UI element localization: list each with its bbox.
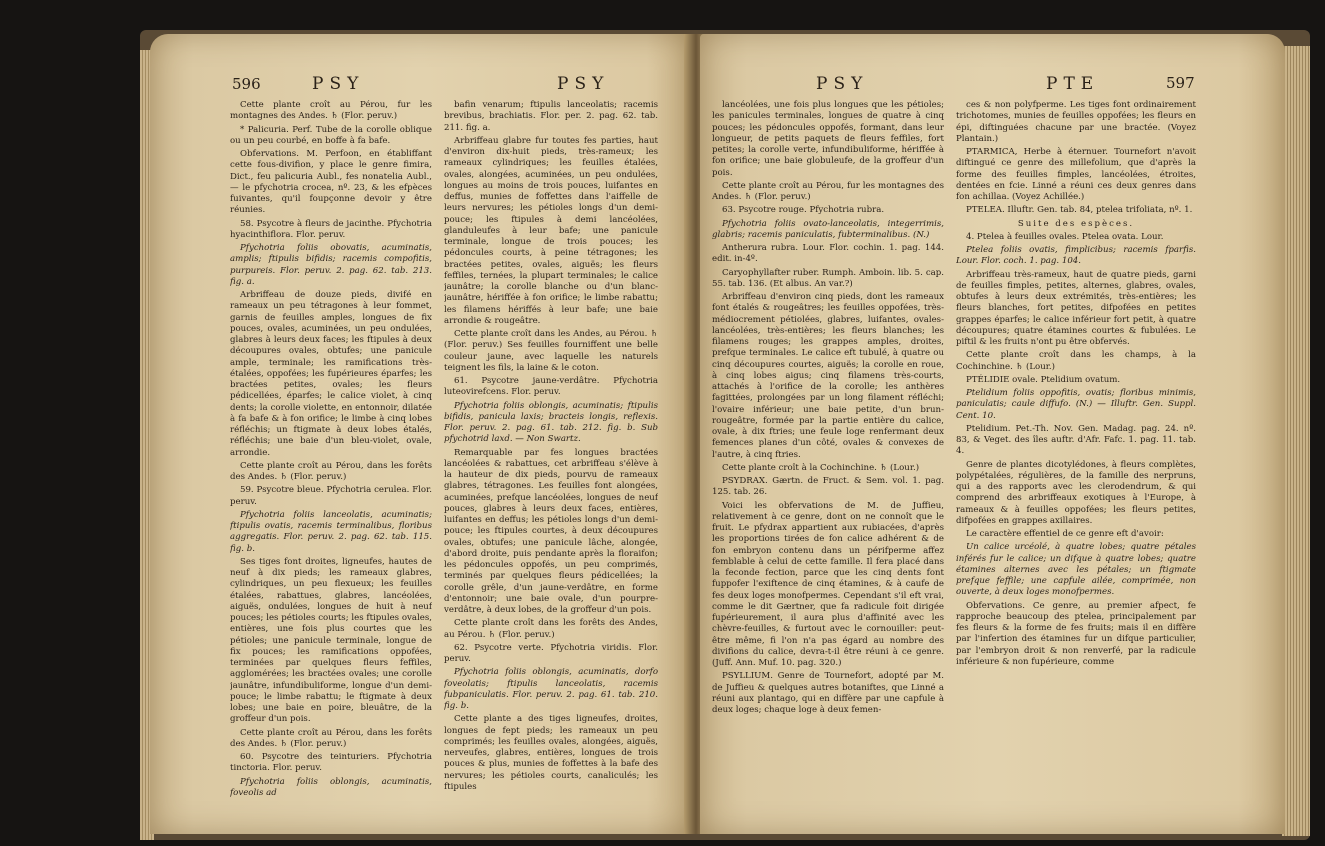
running-head: PSY: [816, 74, 869, 94]
paragraph: Cette plante croît au Pérou, fur les montagnes des Andes. ♄ (Flor. peruv.): [712, 180, 944, 202]
paragraph: Un calice urcéolé, à quatre lobes; quatre pétales inférés fur le calice; un difque à quatre lobes; quatre étamines alternes avec les pétales; un ftigmate prefque feffile; une capfule ailée, comprimée, non ouverte, à deux loges monofpermes.: [956, 542, 1196, 598]
paragraph: Cette plante a des tiges ligneufes, droites, longues de fept pieds; les rameaux un peu comprimés; les feuilles ovales, alongées, aiguës, nerveufes, glabres, entières, longues de trois pouces & plus, munies de foffettes à la bafe des nervures; les pétioles courts, canaliculés; les ftipules: [444, 714, 658, 792]
paragraph: lancéolées, une fois plus longues que les pétioles; les panicules terminales, longues de quatre à cinq pouces; les pédoncules oppofés, formant, dans leur longueur, de petits paquets de fleurs feffiles, fort petites; la corolle verte, infundibuliforme, hériffée à fon orifice; une baie globuleufe, de la groffeur d'un pois.: [712, 100, 944, 178]
text-column: [956, 100, 1196, 834]
paragraph: bafin venarum; ftipulis lanceolatis; racemis brevibus, brachiatis. Flor. per. 2. pag. 62. tab. 211. fig. a.: [444, 100, 658, 133]
paragraph: Antherura rubra. Lour. Flor. cochin. 1. pag. 144. edit. in-4º.: [712, 243, 944, 265]
paragraph: Cette plante croît au Pérou, dans les forêts des Andes. ♄ (Flor. peruv.): [230, 727, 432, 749]
paragraph: Pfychotria foliis oblongis, acuminatis, dorfo foveolatis; ftipulis lanceolatis, racemis fubpaniculatis. Flor. peruv. 2. pag. 61. tab. 210. fig. b.: [444, 667, 658, 711]
paragraph: Ses tiges font droites, ligneufes, hautes de neuf à dix pieds; les rameaux glabres, cylindriques, un peu flexueux; les feuilles étalées, rabattues, glabres, lancéolées, aiguës, ondulées, longues de huit à neuf pouces; les pétioles courts; les ftipules ovales, entières, une fois plus courtes que les pétioles; une panicule terminale, longue de fix pouces; les ramifications oppofées, terminées par quelques fleurs feffiles, agglomérées; les bractées ovales; une corolle jaunâtre, infundibuliforme, longue d'un demi-pouce; le limbe rabattu; le ftigmate à deux lobes; une baie en poire, bleuâtre, de la groffeur d'un pois.: [230, 556, 432, 725]
paragraph: Pfychotria foliis lanceolatis, acuminatis; ftipulis ovatis, racemis terminalibus, floribus aggregatis. Flor. peruv. 2. pag. 62. tab. 115. fig. b.: [230, 509, 432, 554]
paragraph: Cette plante croît au Pérou, dans les forêts des Andes. ♄ (Flor. peruv.): [230, 460, 432, 482]
page-number: 596: [232, 75, 261, 93]
paragraph: PTELEA. Illuftr. Gen. tab. 84, ptelea trifoliata, nº. 1.: [966, 205, 1193, 216]
paragraph: Arbriffeau très-rameux, haut de quatre pieds, garni de feuilles fimples, petites, alternes, glabres, ovales, obtufes à leurs deux extrémités, très-entières; les fleurs blanches, fort petites, difpofées en petites grappes éparfes; le calice inférieur fort petit, à quatre découpures; quatre étamines courtes & fubulées. Le piftil & les fruits n'ont pu être obfervés.: [956, 269, 1196, 347]
paragraph: Remarquable par fes longues bractées lancéolées & rabattues, cet arbriffeau s'élève à la hauteur de dix pieds, pourvu de rameaux glabres, tétragones. Les feuilles font alongées, acuminées, prefque lancéolées, longues de neuf pouces, glabres à leurs deux faces, entières, luifantes en deffus; les pétioles longs d'un demi-pouce; les ftipules courtes, à deux découpures ovales, obtufes; une panicule lâche, alongée, d'abord droite, puis pendante après la floraifon; les pédoncules oppofés, un peu comprimés, terminés par quelques fleurs pédicellées; la corolle grêle, d'un jaune-verdâtre, en forme d'entonnoir; une baie ovale, d'un pourpre-verdâtre, à deux lobes, de la groffeur d'un pois.: [444, 447, 658, 615]
paragraph: * Palicuria. Perf. Tube de la corolle oblique ou un peu courbé, en boffe à fa bafe.: [230, 124, 432, 146]
paragraph: Pfychotria foliis ovato-lanceolatis, integerrimis, glabris; racemis paniculatis, fubterminalibus. (N.): [712, 218, 944, 240]
paragraph: 63. Psycotre rouge. Pfychotria rubra.: [722, 205, 885, 216]
paragraph: Pfychotria foliis oblongis, acuminatis; ftipulis bifidis, panicula laxis; bracteis longis, reflexis. Flor. peruv. 2. pag. 61. tab. 212. fig. b. Sub pfychotrid laxd. — Non Swartz.: [444, 400, 658, 445]
paragraph: 61. Psycotre jaune-verdâtre. Pfychotria luteovirefcens. Flor. peruv.: [444, 376, 658, 398]
right-page-header: [718, 74, 1218, 100]
paragraph: 4. Ptelea à feuilles ovales. Ptelea ovata. Lour.: [966, 231, 1164, 242]
paragraph: Cette plante croît dans les forêts des Andes, au Pérou. ♄ (Flor. peruv.): [444, 618, 658, 640]
paragraph: Cette plante croît au Pérou, fur les montagnes des Andes. ♄ (Flor. peruv.): [230, 100, 432, 122]
paragraph: Pfychotria foliis obovatis, acuminatis, amplis; ftipulis bifidis; racemis compofitis, purpureis. Flor. peruv. 2. pag. 62. tab. 213. fig. a.: [230, 243, 432, 287]
paragraph: Cette plante croît dans les champs, à la Cochinchine. ♄ (Lour.): [956, 350, 1196, 372]
paragraph: Le caractère effentiel de ce genre eft d'avoir:: [966, 529, 1164, 539]
paragraph: Arbriffeau glabre fur toutes fes parties, haut d'environ dix-huit pieds, très-rameux; les rameaux cylindriques; les feuilles étalées, ovales, alongées, acuminées, un peu ondulées, longues au moins de trois pouces, luifantes en deffus, munies de foffettes dans l'aiffelle de leurs nervures; les pétioles longs d'un demi-pouce; les ftipules à demi lancéolées, glanduleufes à leur bafe; une panicule terminale, longue de trois pouces; les pédoncules courts, à peine tétragones; les bractées petites, ovales, aiguës; les fleurs feffiles, ternées, la plupart terminales; le calice jaunâtre; la corolle blanche ou d'un blanc-jaunâtre, hériffée à fon orifice; le limbe rabattu; les filamens hériffés à leur bafe; une baie arrondie & rougeâtre.: [444, 135, 658, 326]
paragraph: Obfervations. Ce genre, au premier afpect, fe rapproche beaucoup des ptelea, principalement par fes fleurs & la forme de fes fruits; mais il en diffère par l'infertion des étamines fur un difque particulier, par l'embryon droit & non renverfé, par la radicule inférieure & non fupérieure, comme: [956, 600, 1196, 667]
text-column: [444, 100, 658, 834]
paragraph: Genre de plantes dicotylédones, à fleurs complètes, polypétalées, régulières, de la famille des nerpruns, qui a des rapports avec les clerodendrum, & qui comprend des arbriffeaux exotiques à l'Europe, à rameaux & à feuilles oppofées; les fleurs petites, difpofées en grappes axillaires.: [956, 459, 1196, 526]
right-page: [700, 34, 1285, 834]
paragraph: 62. Psycotre verte. Pfychotria viridis. Flor. peruv.: [444, 642, 658, 664]
paragraph: 60. Psycotre des teinturiers. Pfychotria tinctoria. Flor. peruv.: [230, 752, 432, 774]
paragraph: Ptelidium. Pet.-Th. Nov. Gen. Madag. pag. 24. nº. 83, & Veget. des îles auftr. d'Afr. Fafc. 1. pag. 11. tab. 4.: [956, 423, 1196, 457]
paragraph: ces & non polyfperme. Les tiges font ordinairement trichotomes, munies de feuilles oppofées; les fleurs en épi, diftinguées chacune par une bractée. (Voyez Plantain.): [956, 100, 1196, 144]
running-head: PTE: [1046, 74, 1100, 94]
paragraph: Arbriffeau d'environ cinq pieds, dont les rameaux font étalés & rougeâtres; les feuilles oppofées, très-médiocrement pétiolées, glabres, luifantes, ovales-lancéolées, très-entières; les fleurs blanches; les filamens rouges; les grappes amples, droites, prefque terminales. Le calice eft tubulé, à quatre ou cinq découpures courtes, aiguës; la corolle en roue, à cinq lobes aigus; cinq filamens très-courts, attachés à l'orifice de la corolle; les anthères fagittées, prolongées par un long filament réfléchi; l'ovaire inférieur; une baie petite, d'un brun-rougeâtre, formée par la partie entière du calice, ovale, à dix ftries; une feule loge renfermant deux femences planes d'un côté, ovales & convexes de l'autre, à cinq ftries.: [712, 292, 944, 460]
paragraph: PTÉLIDIE ovale. Ptelidium ovatum.: [966, 374, 1121, 385]
paragraph: Cette plante croît dans les Andes, au Pérou. ♄ (Flor. peruv.) Ses feuilles fourniffent une belle couleur jaune, avec laquelle les naturels teignent les fils, la laine & le coton.: [444, 329, 658, 373]
running-head: PSY: [557, 74, 610, 94]
page-number: 597: [1166, 74, 1195, 92]
paragraph: Caryophyllafter ruber. Rumph. Amboin. lib. 5. cap. 55. tab. 136. (Et albus. An var.?): [712, 267, 944, 289]
text-column: [712, 100, 944, 834]
paragraph: PTARMICA, Herbe à éternuer. Tournefort n'avoit diftingué ce genre des millefolium, que d'après la forme des feuilles fimples, lancéolées, étroites, dentées en fcie. Linné a réuni ces deux genres dans fon achillaa. (Voyez Achillée.): [956, 147, 1196, 202]
running-head: PSY: [312, 74, 365, 94]
text-column: [230, 100, 432, 834]
paragraph: PSYLLIUM. Genre de Tournefort, adopté par M. de Juffieu & quelques autres botaniftes, que Linné a réuni aux plantago, qui en diffère par une capfule à deux loges; chaque loge à deux femen-: [712, 671, 944, 715]
paragraph: Ptelidium foliis oppofitis, ovatis; floribus minimis, paniculatis; caule diffufo. (N.) — Illuftr. Gen. Suppl. Cent. 10.: [956, 388, 1196, 421]
left-page: [150, 34, 690, 834]
paragraph: Pfychotria foliis oblongis, acuminatis, foveolis ad: [230, 776, 432, 798]
page-edges-right: [1282, 46, 1310, 836]
left-page-header: [232, 74, 652, 100]
paragraph: Voici les obfervations de M. de Juffieu, relativement à ce genre, dont on ne connoît que le fruit. Le pfydrax appartient aux rubiacées, d'après les proportions tirées de fon calice adhérent & de fon embryon contenu dans un périfperme affez femblable à celui de cette famille. Il fera placé dans la feconde fection, parce que les cinq dents font fuppofer l'exiftence de cinq étamines, & à caufe de fes deux loges monofpermes. Cependant s'il eft vrai, comme le dit Gærtner, que fa radicule foit dirigée fupérieurement, il aura plus d'affinité avec les chèvre-feuilles, & furtout avec le cornouiller: peut-être même, fi l'on n'a pas égard au nombre des divifions du calice, devra-t-il être réuni à ce genre. (Juff. Ann. Muf. 10. pag. 320.): [712, 500, 944, 668]
paragraph: Cette plante croît à la Cochinchine. ♄ (Lour.): [722, 462, 920, 473]
paragraph: Ptelea foliis ovatis, fimplicibus; racemis fparfis. Lour. Flor. coch. 1. pag. 104.: [956, 245, 1196, 267]
paragraph: 58. Psycotre à fleurs de jacinthe. Pfychotria hyacinthiflora. Flor. peruv.: [230, 218, 432, 240]
paragraph: 59. Psycotre bleue. Pfychotria cerulea. Flor. peruv.: [230, 485, 432, 507]
paragraph: Obfervations. M. Perfoon, en établiffant cette fous-divifion, y place le genre fimira, Dict., feu palicuria Aubl., fes nonatelia Aubl., — le pfychotria crocea, nº. 23, & les efpèces fuivantes, qu'il foupçonne devoir y être réunies.: [230, 149, 432, 216]
paragraph: Arbriffeau de douze pieds, divifé en rameaux un peu tétragones à leur fommet, garnis de feuilles amples, longues de fix pouces, ovales, acuminées, un peu ondulées, glabres à leurs deux faces; les ftipules à deux découpures ovales, obtufes; une panicule ample, terminale; les ramifications très-étalées, oppofées; les fupérieures éparfes; les bractées petites, ovales; les fleurs pédicellées, éparfes; le calice violet, à cinq dents; la corolle violette, en entonnoir, dilatée à fa bafe & à fon orifice; le limbe à cinq lobes réfléchis; un ftigmate à deux lobes étalés, réfléchis; une baie d'un bleu-violet, ovale, arrondie.: [230, 290, 432, 458]
paragraph: PSYDRAX. Gærtn. de Fruct. & Sem. vol. 1. pag. 125. tab. 26.: [712, 476, 944, 498]
paragraph: Suite des espèces.: [1017, 218, 1135, 229]
